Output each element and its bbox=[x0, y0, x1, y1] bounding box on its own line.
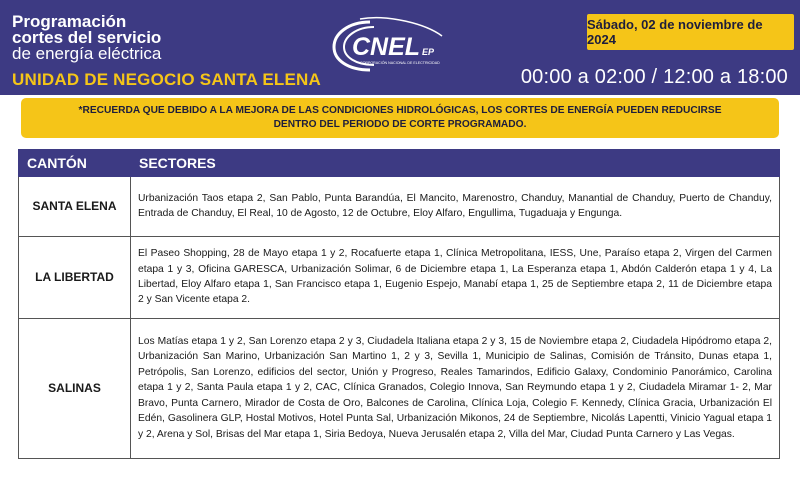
logo-suffix: EP bbox=[422, 47, 435, 57]
business-unit-label: UNIDAD DE NEGOCIO SANTA ELENA bbox=[12, 70, 321, 89]
header-banner bbox=[0, 0, 800, 95]
header-canton: CANTÓN bbox=[19, 150, 131, 177]
canton-cell: SALINAS bbox=[19, 319, 131, 459]
canton-cell: LA LIBERTAD bbox=[19, 237, 131, 319]
table-row bbox=[19, 319, 780, 459]
title-line-1: Programación bbox=[12, 12, 127, 31]
sectors-cell: Urbanización Taos etapa 2, San Pablo, Punta Barandúa, El Mancito, Marenostro, Chanduy, Manantial de Chanduy, Puerto de Chanduy, Entrada de Chanduy, El Real, 10 de Agosto, 12 de Octubre, Eloy Alfaro, Engullima, Tugaduaja y Engunga. bbox=[131, 177, 780, 237]
cnel-logo bbox=[330, 16, 470, 76]
page-title bbox=[12, 14, 161, 62]
notice-banner: *RECUERDA QUE DEBIDO A LA MEJORA DE LAS CONDICIONES HIDROLÓGICAS, LOS CORTES DE ENERGÍA PUEDEN REDUCIRSE DENTRO DEL PERIODO DE CORTE PROGRAMADO. bbox=[21, 98, 779, 138]
header-sectors: SECTORES bbox=[131, 150, 780, 177]
outage-hours: 00:00 a 02:00 / 12:00 a 18:00 bbox=[520, 66, 788, 88]
sectors-cell: El Paseo Shopping, 28 de Mayo etapa 1 y 2, Rocafuerte etapa 1, Clínica Metropolitana, IESS, Une, Paraíso etapa 2, Virgen del Carmen etapa 1 y 3, Oficina GARESCA, Urbanización Solimar, 6 de Diciembre etapa 1, La Esperanza etapa 1, Abdón Calderón etapa 1 y 4, La Libertad, Eloy Alfaro etapa 1, San Francisco etapa 1, Eugenio Espejo, Manabí etapa 1, 25 de Septiembre etapa 2, 11 de Diciembre etapa 2 y San Vicente etapa 2. bbox=[131, 237, 780, 319]
logo-tagline: CORPORACIÓN NACIONAL DE ELECTRICIDAD bbox=[360, 61, 440, 65]
outage-table bbox=[18, 149, 780, 459]
canton-cell: SANTA ELENA bbox=[19, 177, 131, 237]
logo-wordmark: CNEL bbox=[352, 33, 421, 61]
table-row bbox=[19, 177, 780, 237]
title-line-3: de energía eléctrica bbox=[12, 44, 162, 63]
table-header-row bbox=[19, 150, 780, 177]
sectors-cell: Los Matías etapa 1 y 2, San Lorenzo etapa 2 y 3, Ciudadela Italiana etapa 2 y 3, 15 de Noviembre etapa 2, Ciudadela Hipódromo etapa 2, Urbanización San Marino, Urbanización San Martino 1, 2 y 3, Sevilla 1, Municipio de Salinas, Comisión de Tránsito, Dunas etapa 1, Petrópolis, San Lorenzo, edificios del sector, Unión y Progreso, Reales Tamarindos, Edificio Galaxy, Condominio Panorámico, Carolina etapa 1 y 2, Santa Paula etapa 1 y 2, CAC, Clínica Granados, Colegio Innova, San Reymundo etapa 1 y 2, Ciudadela Miramar 1- 2, Mar Bravo, Punta Carnero, Mirador de Costa de Oro, Balcones de Carolina, Clínica Loja, Colegio F. Kennedy, Clínica Gracia, Urbanización El Edén, Gasolinera GLP, Hostal Motivos, Hotel Punta Sal, Urbanización Mikonos, 24 de Septiembre, Nicolás Lapentti, Vinicio Yagual etapa 1 y 2, Arena y Sol, Brisas del Mar etapa 1, Siria Bedoya, Nueva Jerusalén etapa 2, Villa del Mar, Ciudad Punta Carnero y Las Vegas. bbox=[131, 319, 780, 459]
title-line-2: cortes del servicio bbox=[12, 28, 162, 47]
schedule-date: Sábado, 02 de noviembre de 2024 bbox=[587, 14, 794, 50]
table-row bbox=[19, 237, 780, 319]
